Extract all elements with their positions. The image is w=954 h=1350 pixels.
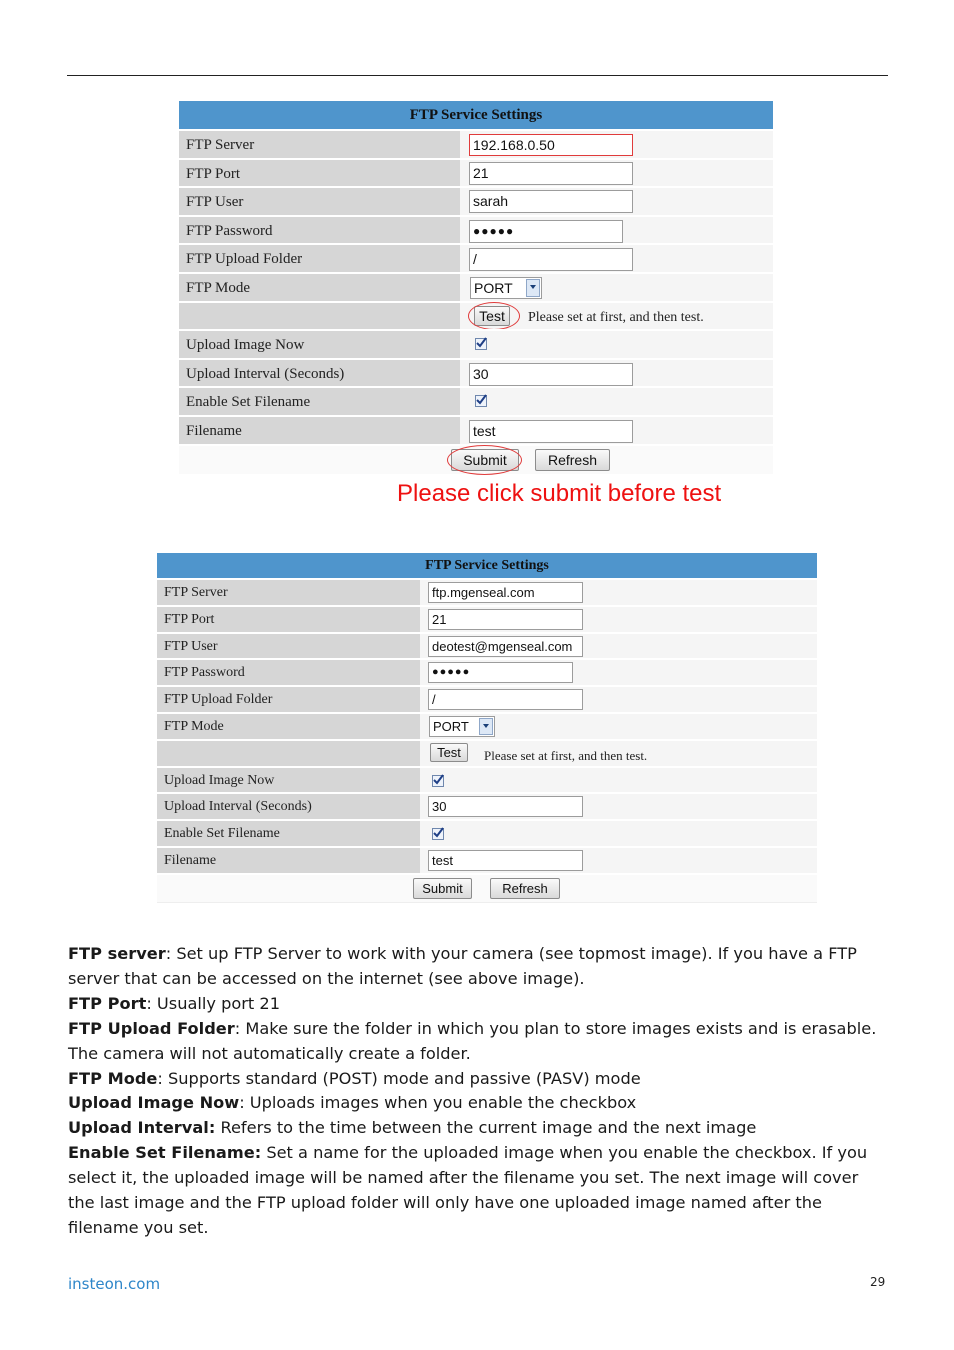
ftp-server-paragraph: [68, 942, 888, 992]
top-divider: [67, 75, 888, 76]
row-upload-image-now: [179, 329, 773, 358]
label-ftp-mode: FTP Mode: [157, 714, 420, 739]
label-ftp-server: FTP Server: [179, 131, 460, 158]
label-filename: Filename: [157, 848, 420, 873]
definition: : Supports standard (POST) mode and passive (PASV) mode: [157, 1068, 641, 1088]
label-ftp-upload-folder: FTP Upload Folder: [179, 245, 460, 272]
definition: : Uploads images when you enable the checkbox: [239, 1093, 637, 1113]
term: Enable Set Filename:: [68, 1143, 262, 1163]
definition: : Make sure the folder in which you plan to store images exists and is erasable. The camera will not automatically create a folder.: [68, 1018, 877, 1063]
ftp-upload-folder-input[interactable]: /: [428, 689, 583, 710]
checkmark-icon: [475, 336, 489, 350]
ftp-password-input[interactable]: ●●●●●: [428, 662, 573, 683]
row-filename: [157, 846, 817, 873]
ftp-upload-folder-paragraph: [68, 1017, 888, 1067]
chevron-down-icon: [526, 279, 540, 297]
row-test: [179, 301, 773, 330]
row-actions: [179, 444, 773, 474]
row-filename: [179, 415, 773, 444]
enable-set-filename-checkbox[interactable]: [475, 395, 487, 407]
term: Upload Interval:: [68, 1118, 216, 1138]
label-ftp-password: FTP Password: [157, 660, 420, 685]
test-hint: Please set at first, and then test.: [484, 747, 648, 763]
filename-input[interactable]: test: [469, 420, 633, 443]
row-ftp-server: [157, 578, 817, 605]
label-upload-interval: Upload Interval (Seconds): [179, 360, 460, 387]
row-ftp-user: [157, 632, 817, 659]
label-ftp-password: FTP Password: [179, 217, 460, 244]
label-upload-interval: Upload Interval (Seconds): [157, 794, 420, 819]
row-upload-interval: [179, 358, 773, 387]
panel-title: FTP Service Settings: [157, 553, 817, 578]
test-button[interactable]: Test: [430, 743, 468, 762]
ftp-password-input[interactable]: ●●●●●: [469, 220, 623, 243]
term: FTP server: [68, 944, 166, 963]
ftp-mode-value: PORT: [474, 279, 513, 296]
upload-interval-paragraph: [68, 1116, 888, 1141]
upload-interval-input[interactable]: 30: [428, 796, 583, 817]
submit-button[interactable]: Submit: [413, 878, 472, 899]
label-ftp-port: FTP Port: [157, 607, 420, 632]
checkmark-icon: [432, 826, 446, 840]
refresh-button[interactable]: Refresh: [490, 878, 560, 899]
label-ftp-upload-folder: FTP Upload Folder: [157, 687, 420, 712]
term: FTP Upload Folder: [68, 1018, 235, 1038]
label-empty: [179, 303, 460, 330]
ftp-mode-select[interactable]: [429, 716, 495, 737]
submit-before-test-note: Please click submit before test: [397, 480, 722, 507]
ftp-mode-paragraph: [68, 1067, 888, 1092]
refresh-button[interactable]: Refresh: [535, 449, 610, 471]
label-ftp-user: FTP User: [157, 634, 420, 659]
upload-image-now-checkbox[interactable]: [475, 338, 487, 350]
enable-set-filename-paragraph: [68, 1141, 888, 1241]
label-upload-image-now: Upload Image Now: [179, 331, 460, 358]
label-filename: Filename: [179, 417, 460, 444]
row-ftp-user: [179, 186, 773, 215]
row-ftp-password: [179, 215, 773, 244]
checkmark-icon: [475, 393, 489, 407]
description-text: [68, 942, 888, 1241]
definition: Refers to the time between the current image and the next image: [215, 1118, 757, 1138]
ftp-server-input[interactable]: 192.168.0.50: [469, 134, 633, 156]
definition: Set a name for the uploaded image when you enable the checkbox. If you select it, the uploaded image will be named after the filename you set. The next image will cover the last image and the FTP upload folder will only have one uploaded image named after the filename you set.: [68, 1143, 868, 1237]
filename-input[interactable]: test: [428, 850, 583, 871]
label-ftp-port: FTP Port: [179, 160, 460, 187]
row-ftp-port: [157, 605, 817, 632]
ftp-mode-select[interactable]: [470, 277, 542, 299]
page-number: 29: [870, 1275, 886, 1289]
term: FTP Mode: [68, 1068, 158, 1088]
ftp-user-input[interactable]: deotest@mgenseal.com: [428, 636, 583, 657]
label-upload-image-now: Upload Image Now: [157, 768, 420, 793]
upload-image-now-checkbox[interactable]: [432, 775, 444, 787]
row-test: [157, 739, 817, 766]
label-enable-set-filename: Enable Set Filename: [179, 388, 460, 415]
row-ftp-mode: [157, 712, 817, 739]
term: Upload Image Now: [68, 1093, 240, 1113]
label-ftp-user: FTP User: [179, 188, 460, 215]
ftp-settings-panel-bottom: [157, 553, 817, 903]
submit-highlight-circle: [447, 445, 522, 475]
test-highlight-circle: [468, 302, 520, 330]
row-ftp-mode: [179, 272, 773, 301]
row-ftp-server: [179, 129, 773, 158]
ftp-port-paragraph: [68, 992, 888, 1017]
upload-interval-input[interactable]: 30: [469, 363, 633, 386]
checkmark-icon: [432, 773, 446, 787]
definition: : Set up FTP Server to work with your camera (see topmost image). If you have a FTP server that can be accessed on the internet (see above image).: [68, 944, 857, 988]
ftp-settings-panel-top: [179, 101, 773, 474]
ftp-mode-value: PORT: [433, 718, 469, 734]
panel-title: FTP Service Settings: [179, 101, 773, 129]
row-ftp-password: [157, 658, 817, 685]
term: FTP Port: [68, 993, 147, 1013]
label-empty: [157, 741, 420, 766]
chevron-down-icon: [479, 718, 493, 735]
enable-set-filename-checkbox[interactable]: [432, 828, 444, 840]
upload-image-now-paragraph: [68, 1091, 888, 1116]
test-hint: Please set at first, and then test.: [528, 309, 704, 325]
label-ftp-mode: FTP Mode: [179, 274, 460, 301]
ftp-port-input[interactable]: 21: [428, 609, 583, 630]
ftp-port-input[interactable]: 21: [469, 162, 633, 185]
row-ftp-upload-folder: [157, 685, 817, 712]
ftp-upload-folder-input[interactable]: /: [469, 248, 633, 271]
ftp-user-input[interactable]: sarah: [469, 190, 633, 213]
test-button[interactable]: Test: [474, 306, 510, 326]
row-actions: [157, 873, 817, 903]
submit-button[interactable]: Submit: [451, 449, 519, 471]
ftp-server-input[interactable]: ftp.mgenseal.com: [428, 582, 583, 603]
label-ftp-server: FTP Server: [157, 580, 420, 605]
row-ftp-upload-folder: [179, 243, 773, 272]
label-enable-set-filename: Enable Set Filename: [157, 821, 420, 846]
row-upload-image-now: [157, 766, 817, 793]
definition: : Usually port 21: [146, 993, 281, 1013]
footer-site-link[interactable]: insteon.com: [68, 1275, 161, 1293]
row-enable-set-filename: [157, 819, 817, 846]
row-ftp-port: [179, 158, 773, 187]
row-upload-interval: [157, 792, 817, 819]
row-enable-set-filename: [179, 386, 773, 415]
